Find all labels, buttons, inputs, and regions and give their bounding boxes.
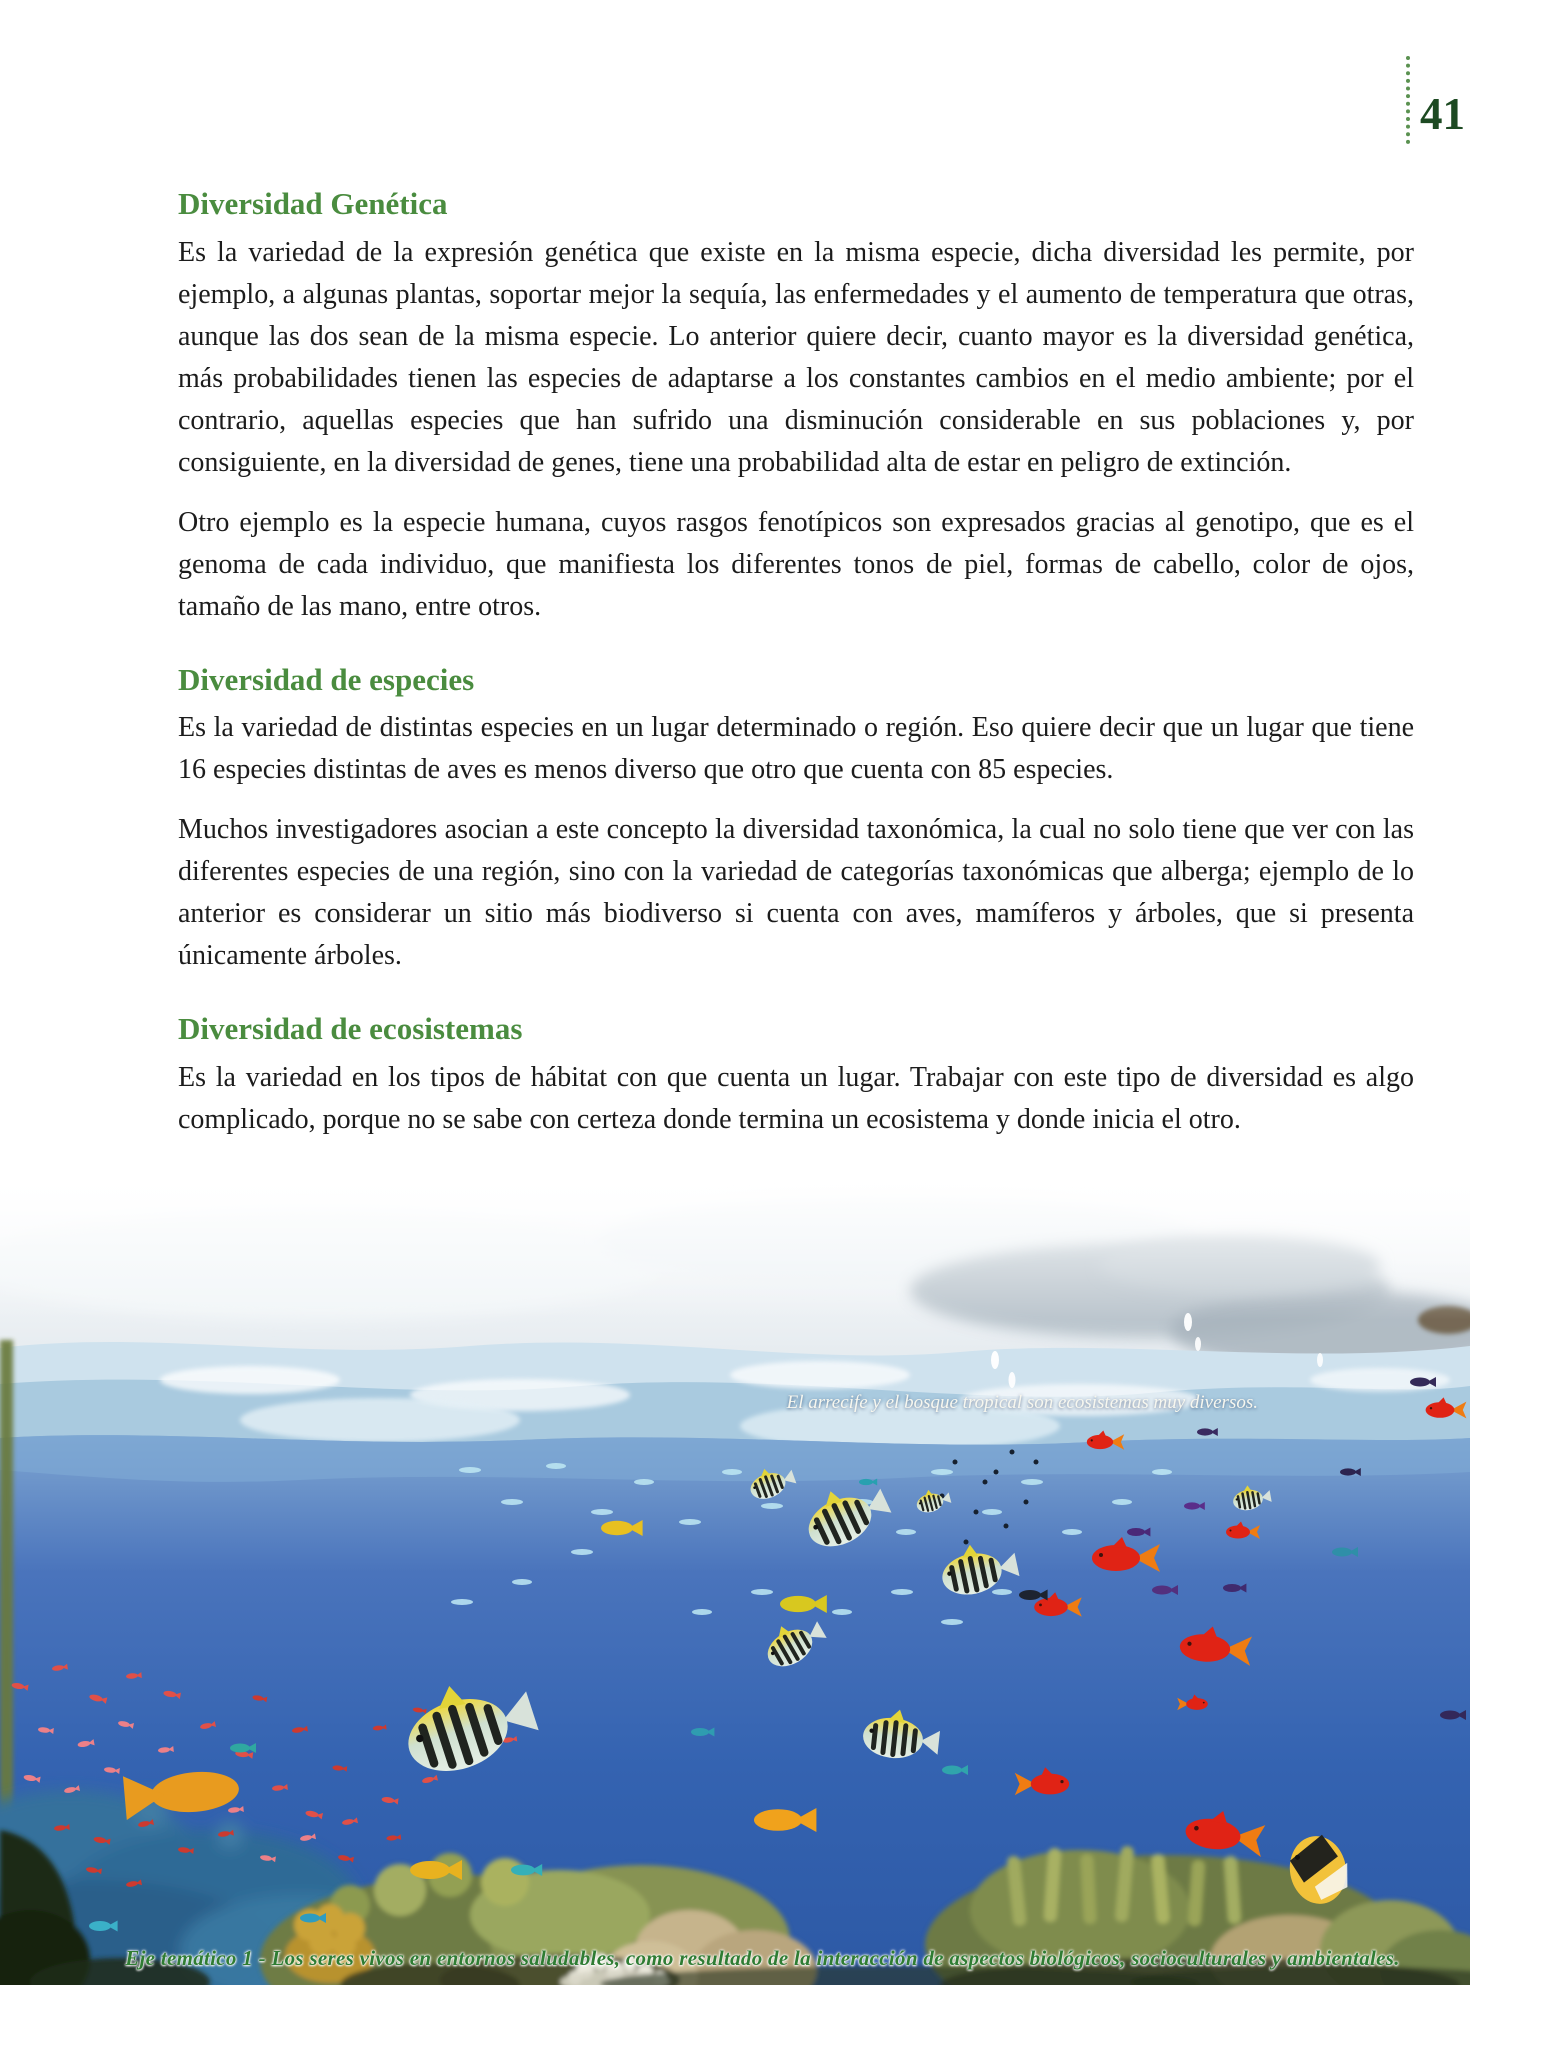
paragraph: Muchos investigadores asocian a este concepto la diversidad taxonómica, la cual no solo tiene que ver con las diferentes especies de una región, sino con la variedad de categorías taxonómicas que alberga; ejemplo de lo anterior es considerar un sitio más biodiverso si cuenta con aves, mamíferos y árboles, que si presenta únicamente árboles. xyxy=(178,814,1414,972)
section-heading-genetica: Diversidad Genética xyxy=(178,186,448,221)
page-number: 41 xyxy=(1420,89,1465,139)
foliage-edge xyxy=(0,1340,13,1840)
paragraph: Es la variedad en los tipos de hábitat con que cuenta un lugar. Trabajar con este tipo de diversidad es algo complicado, porque no se sabe con certeza donde termina un ecosistema y donde inicia el otro. xyxy=(178,1061,1414,1135)
paragraph: Es la variedad de la expresión genética que existe en la misma especie, dicha diversidad les permite, por ejemplo, a algunas plantas, soportar mejor la sequía, las enfermedades y el aumento de temperatura que otras, aunque las dos sean de la misma especie. Lo anterior quiere decir, cuanto mayor es la diversidad genética, más probabilidades tienen las especies de adaptarse a los constantes cambios en el medio ambiente; por el contrario, aquellas especies que han sufrido una disminución considerable en sus poblaciones y, por consiguiente, en la diversidad de genes, tiene una probabilidad alta de estar en peligro de extinción. xyxy=(178,236,1414,478)
paragraph: Otro ejemplo es la especie humana, cuyos rasgos fenotípicos son expresados gracias al genotipo, que es el genoma de cada individuo, que manifiesta los diferentes tonos de piel, formas de cabello, color de ojos, tamaño de las mano, entre otros. xyxy=(178,506,1414,622)
section-heading-ecosistemas: Diversidad de ecosistemas xyxy=(178,1011,523,1047)
section-heading-especies: Diversidad de especies xyxy=(178,661,475,697)
footer-theme-text: Eje temático 1 - Los seres vivos en entornos saludables, como resultado de la interacción de aspectos biológicos, socioculturales y ambientales. xyxy=(125,1946,1400,1970)
coral-reef-photo xyxy=(0,1170,1470,1985)
paragraph: Es la variedad de distintas especies en un lugar determinado o región. Eso quiere decir que un lugar que tiene 16 especies distintas de aves es menos diverso que otro que cuenta con 85 especies. xyxy=(178,712,1414,786)
ocean-scene-illustration xyxy=(0,1170,1470,1985)
dotted-divider xyxy=(1406,56,1410,144)
text-column xyxy=(178,186,1414,1159)
photo-caption: El arrecife y el bosque tropical son ecosistemas muy diversos. xyxy=(786,1392,1258,1413)
